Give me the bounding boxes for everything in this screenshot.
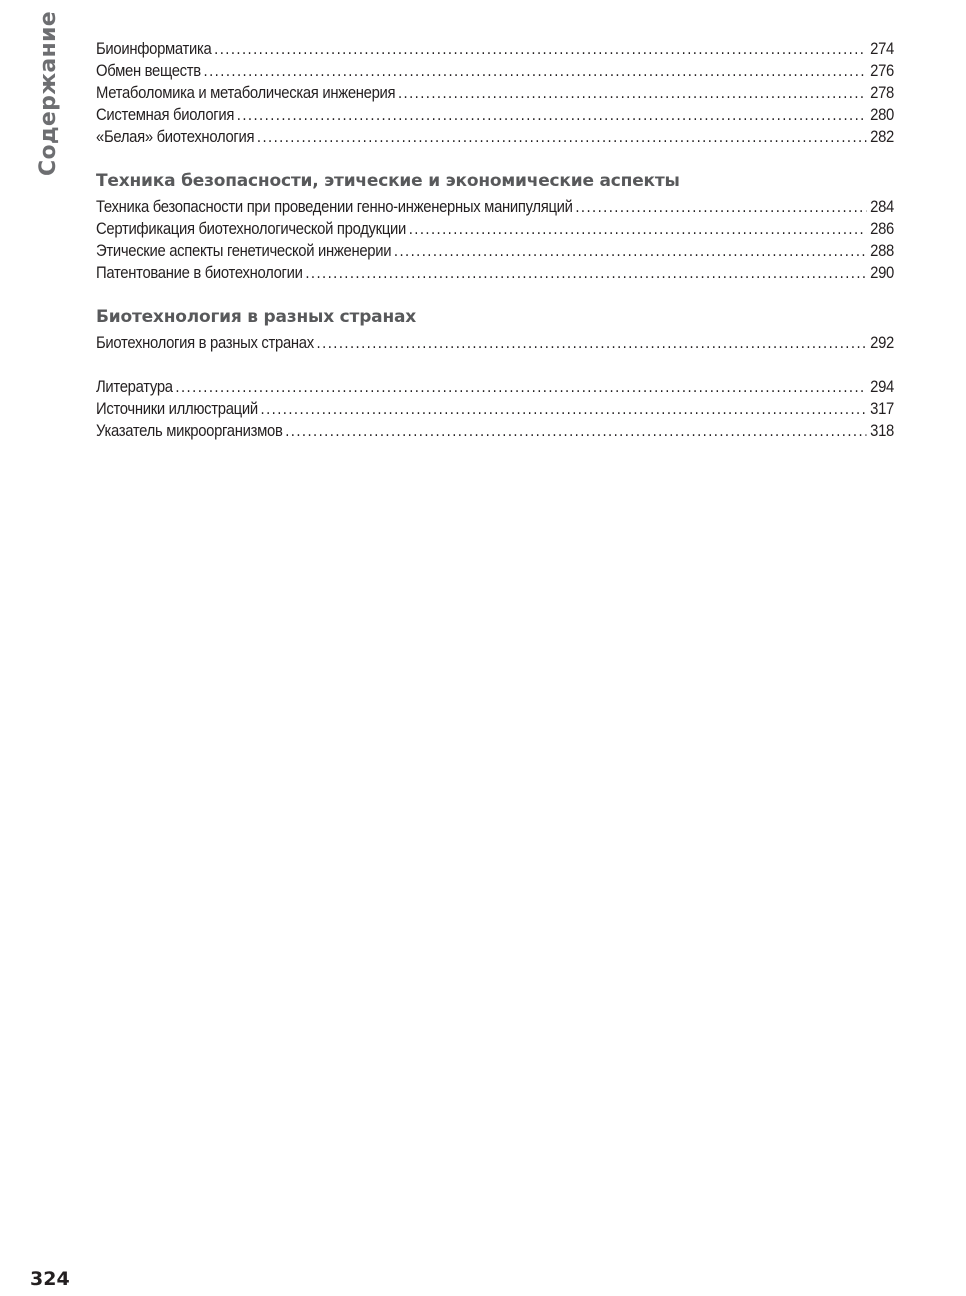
toc-entry[interactable] [96,262,894,284]
dot-leader [285,420,866,442]
dot-leader [575,196,866,218]
toc-entry[interactable] [96,332,894,354]
toc-entry[interactable] [96,82,894,104]
toc-entry-page: 278 [870,84,894,102]
toc-entry[interactable] [96,398,894,420]
toc-entry-title: Системная биология [96,106,235,124]
toc-entry-page: 276 [870,62,894,80]
toc-entry-page: 284 [870,198,894,216]
section-heading-countries: Биотехнология в разных странах [96,307,417,327]
toc-entry[interactable] [96,60,894,82]
toc-entry-title: Сертификация биотехнологической продукции [96,220,407,238]
toc-entry-title: Патентование в биотехнологии [96,264,303,282]
toc-entry[interactable] [96,126,894,148]
toc-entry[interactable] [96,218,894,240]
dot-leader [261,398,867,420]
toc-entry-page: 318 [870,422,894,440]
toc-entry-title: Метаболомика и метаболическая инженерия [96,84,396,102]
page-number: 324 [30,1268,70,1290]
running-header: Содержание [36,11,61,176]
table-of-contents [96,38,894,442]
toc-entry-page: 292 [870,334,894,352]
toc-entry-title: Этические аспекты генетической инженерии [96,242,392,260]
dot-leader [317,332,867,354]
toc-entry-page: 290 [870,264,894,282]
toc-entry[interactable] [96,240,894,262]
dot-leader [398,82,867,104]
toc-entry[interactable] [96,38,894,60]
dot-leader [394,240,867,262]
toc-entry[interactable] [96,420,894,442]
toc-entry-title: Литература [96,378,173,396]
toc-entry[interactable] [96,376,894,398]
toc-entry-page: 288 [870,242,894,260]
toc-entry-title: Биоинформатика [96,40,212,58]
toc-entry-page: 282 [870,128,894,146]
toc-entry-page: 294 [870,378,894,396]
toc-entry[interactable] [96,196,894,218]
toc-entry-title: Указатель микроорганизмов [96,422,283,440]
dot-leader [409,218,867,240]
dot-leader [257,126,867,148]
spacer [96,354,894,376]
toc-entry-title: «Белая» биотехнология [96,128,255,146]
dot-leader [175,376,866,398]
toc-entry-page: 274 [870,40,894,58]
toc-entry-title: Источники иллюстраций [96,400,258,418]
toc-entry[interactable] [96,104,894,126]
toc-entry-title: Техника безопасности при проведении генно-инженерных манипуляций [96,198,573,216]
toc-entry-page: 286 [870,220,894,238]
dot-leader [237,104,867,126]
dot-leader [204,60,867,82]
dot-leader [214,38,866,60]
toc-entry-page: 317 [870,400,894,418]
toc-entry-title: Обмен веществ [96,62,201,80]
section-heading-safety: Техника безопасности, этические и экономические аспекты [96,171,680,191]
toc-entry-page: 280 [870,106,894,124]
toc-entry-title: Биотехнология в разных странах [96,334,314,352]
dot-leader [305,262,866,284]
